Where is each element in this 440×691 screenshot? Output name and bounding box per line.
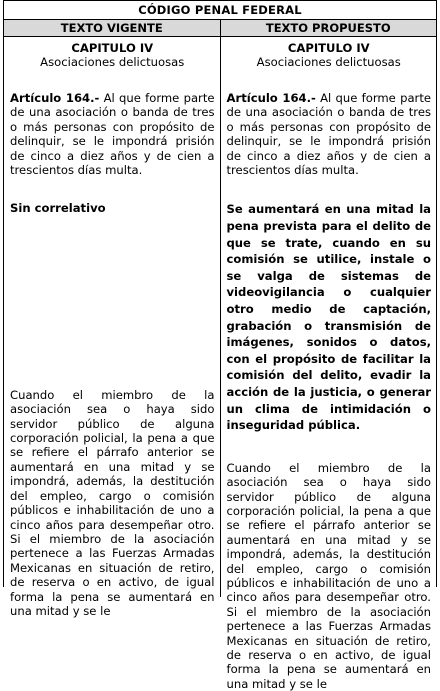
chapter-subtitle: Asociaciones delictuosas — [40, 55, 185, 69]
proposed-addition-paragraph: Se aumentará en una mitad la pena prevista para el delito de que se trate, cuando en su comisión se utilice, instale o se valga de sistemas de videovigilancia o cualquier otro medio de captación, grabación o transmisión de imágenes, sonidos o datos, con el propósito de facilitar la comisión del delito, evadir la acción de la justicia, o generar un clima de intimidación o inseguridad pública. — [226, 202, 431, 433]
table-body — [4, 37, 436, 691]
article-paragraph — [227, 91, 432, 177]
proposed-text-column — [220, 37, 437, 691]
no-correlative-note: Sin correlativo — [10, 201, 106, 216]
table-title: CÓDIGO PENAL FEDERAL — [4, 1, 436, 20]
chapter-heading: CAPITULO IV — [287, 41, 370, 55]
second-paragraph: Cuando el miembro de la asociación sea o haya sido servidor público de alguna corporación policial, la pena a que se refiere el párrafo anterior se aumentará en una mitad y se impondrá, además, la destitución del empleo, cargo o comisión públicos e inhabilitación de uno a cinco años para desempeñar otro. Si el miembro de la asociación pertenece a las Fuerzas Armadas Mexicanas en situación de retiro, de reserva o en activo, de igual forma la pena se aumentará en una mitad y se le — [226, 460, 431, 691]
header-proposed-text: TEXTO PROPUESTO — [220, 20, 437, 36]
article-text: Al que forme parte de una asociación o banda de tres o más personas con propósito de delinquir, se le impondrá prisión de cinco a diez años y de cien a trescientos días multa. — [226, 91, 431, 178]
comparison-table — [3, 0, 437, 691]
article-text: Al que forme parte de una asociación o banda de tres o más personas con propósito de delinquir, se le impondrá prisión de cinco a diez años y de cien a trescientos días multa. — [10, 91, 215, 178]
second-paragraph: Cuando el miembro de la asociación sea o haya sido servidor público de alguna corporación policial, la pena a que se refiere el párrafo anterior se aumentará en una mitad y se impondrá, además, la destitución del empleo, cargo o comisión públicos e inhabilitación de uno a cinco años para desempeñar otro. Si el miembro de la asociación pertenece a las Fuerzas Armadas Mexicanas en situación de retiro, de reserva o en activo, de igual forma la pena se aumentará en una mitad y se le — [10, 387, 215, 618]
header-current-text: TEXTO VIGENTE — [60, 21, 163, 35]
column-headers — [4, 20, 436, 37]
article-label: Artículo 164.- — [10, 91, 100, 105]
current-text-column — [4, 37, 220, 618]
article-label: Artículo 164.- — [226, 91, 316, 105]
article-paragraph — [10, 91, 215, 177]
chapter-heading: CAPITULO IV — [71, 41, 154, 55]
chapter-subtitle: Asociaciones delictuosas — [256, 55, 401, 69]
